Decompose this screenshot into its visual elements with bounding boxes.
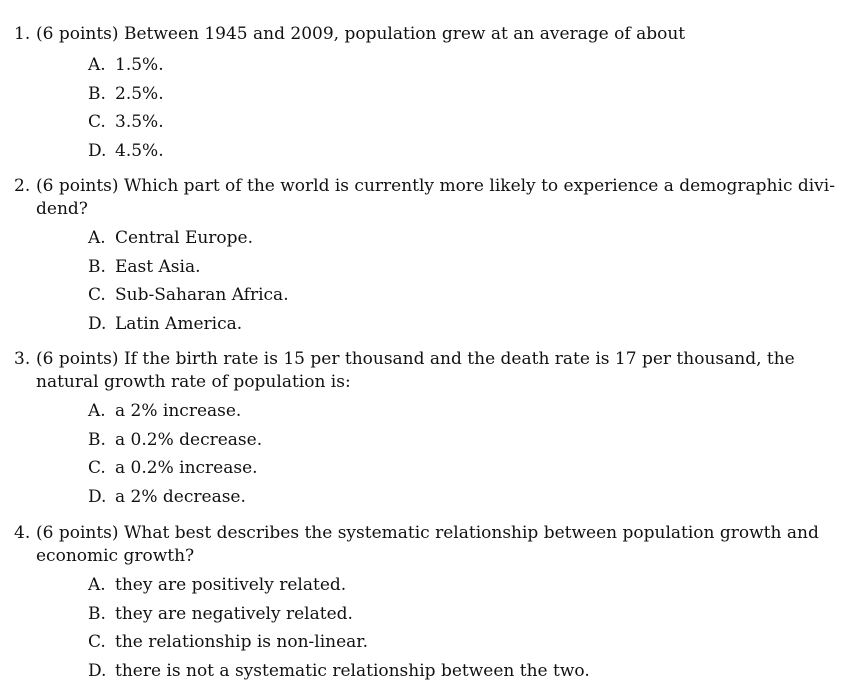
option-letter: B. (88, 429, 106, 450)
question-text: (6 points) Between 1945 and 2009, population grew at an average of about (36, 24, 686, 44)
option-letter: D. (88, 141, 107, 162)
option-text: 1.5%. (115, 55, 164, 75)
option-c (88, 281, 289, 310)
option-c (88, 108, 164, 137)
option-text: a 0.2% decrease. (115, 429, 263, 450)
question-number: 1. (14, 24, 31, 44)
option-text: 2.5%. (115, 83, 164, 104)
option-b (88, 426, 262, 455)
option-letter: C. (88, 632, 106, 653)
option-text: Latin America. (115, 314, 243, 335)
question-text-continued: natural growth rate of population is: (36, 372, 351, 392)
option-a (88, 397, 262, 426)
option-letter: A. (88, 55, 106, 75)
answer-options (88, 571, 590, 686)
option-letter: C. (88, 458, 106, 479)
option-text: there is not a systematic relationship between the two. (115, 661, 590, 682)
question-4 (14, 522, 819, 568)
answer-options (88, 397, 262, 512)
option-letter: B. (88, 256, 106, 277)
question-text: (6 points) What best describes the systematic relationship between population growth and (36, 523, 819, 543)
option-a (88, 224, 289, 253)
option-b (88, 253, 289, 282)
option-c (88, 454, 262, 483)
question-2 (14, 175, 835, 221)
question-stem (14, 175, 835, 198)
option-letter: C. (88, 285, 106, 306)
option-c (88, 628, 590, 657)
option-text: a 2% decrease. (115, 487, 246, 508)
question-text: (6 points) Which part of the world is currently more likely to experience a demographic divi- (36, 176, 835, 196)
question-stem (14, 348, 795, 371)
option-letter: D. (88, 661, 107, 682)
question-text: (6 points) If the birth rate is 15 per thousand and the death rate is 17 per thousand, the (36, 349, 795, 369)
option-text: they are positively related. (115, 575, 347, 595)
option-text: East Asia. (115, 256, 201, 277)
answer-options (88, 224, 289, 339)
option-d (88, 657, 590, 686)
option-b (88, 80, 164, 109)
question-stem (14, 23, 784, 46)
question-number: 3. (14, 349, 31, 369)
option-a (88, 571, 590, 600)
option-text: they are negatively related. (115, 603, 353, 624)
question-text-continued: economic growth? (36, 546, 195, 566)
option-text: the relationship is non-linear. (115, 632, 368, 653)
question-number: 2. (14, 176, 31, 196)
option-d (88, 310, 289, 339)
option-a (88, 51, 164, 80)
option-text: Central Europe. (115, 228, 254, 248)
option-letter: D. (88, 487, 107, 508)
question-1 (14, 23, 784, 46)
option-letter: B. (88, 83, 106, 104)
option-letter: A. (88, 401, 106, 421)
option-letter: B. (88, 603, 106, 624)
option-d (88, 483, 262, 512)
option-letter: A. (88, 575, 106, 595)
option-text: 4.5%. (115, 141, 164, 162)
option-text: 3.5%. (115, 112, 164, 133)
option-text: a 2% increase. (115, 401, 242, 421)
question-3 (14, 348, 795, 394)
answer-options (88, 51, 164, 166)
question-number: 4. (14, 523, 31, 543)
option-d (88, 137, 164, 166)
option-b (88, 600, 590, 629)
option-letter: C. (88, 112, 106, 133)
option-letter: D. (88, 314, 107, 335)
question-text-continued: dend? (36, 199, 88, 219)
option-letter: A. (88, 228, 106, 248)
option-text: Sub-Saharan Africa. (115, 285, 289, 306)
question-stem (14, 522, 819, 545)
option-text: a 0.2% increase. (115, 458, 258, 479)
